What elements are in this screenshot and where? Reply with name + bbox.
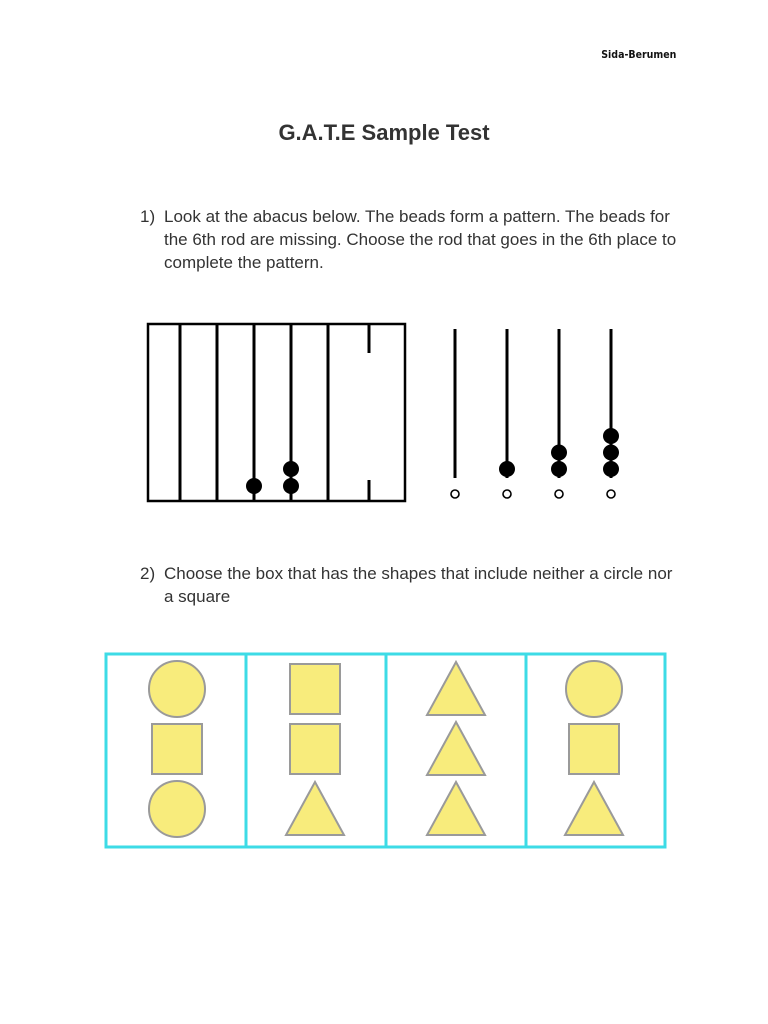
triangle-shape — [427, 722, 485, 775]
circle-shape — [149, 781, 205, 837]
abacus — [148, 324, 405, 501]
circle-shape — [566, 661, 622, 717]
answer-rod-1[interactable] — [451, 329, 459, 498]
answer-bead — [603, 461, 619, 477]
shape-box-4[interactable] — [565, 661, 623, 835]
circle-shape — [149, 661, 205, 717]
abacus-frame — [148, 324, 405, 501]
question-1-text: Look at the abacus below. The beads form a pattern. The beads for the 6th rod are missing. Choose the rod that goes in the 6th place to complete the pattern. — [164, 207, 677, 272]
square-shape — [152, 724, 202, 774]
answer-rod-4[interactable] — [603, 329, 619, 498]
answer-rod-2[interactable] — [499, 329, 515, 498]
square-shape — [569, 724, 619, 774]
shape-box-2[interactable] — [286, 664, 344, 835]
page-title: G.A.T.E Sample Test — [278, 120, 490, 145]
shape-boxes — [106, 654, 665, 847]
shape-box-1[interactable] — [149, 661, 205, 837]
square-shape — [290, 724, 340, 774]
answer-bead — [603, 428, 619, 444]
answer-rod-3[interactable] — [551, 329, 567, 498]
triangle-shape — [427, 662, 485, 715]
answer-rod-base-ring — [451, 490, 459, 498]
answer-rod-base-ring — [503, 490, 511, 498]
shape-box-3[interactable] — [427, 662, 485, 835]
answer-rods — [451, 329, 619, 498]
question-1-number: 1) — [140, 207, 156, 226]
abacus-bead — [246, 478, 262, 494]
answer-rod-base-ring — [555, 490, 563, 498]
answer-rod-base-ring — [607, 490, 615, 498]
question-2-number: 2) — [140, 564, 156, 583]
question-2-text: Choose the box that has the shapes that include neither a circle nor a square — [164, 564, 673, 606]
triangle-shape — [565, 782, 623, 835]
answer-bead — [551, 445, 567, 461]
answer-bead — [551, 461, 567, 477]
author-name: Sida-Berumen — [600, 48, 676, 61]
square-shape — [290, 664, 340, 714]
answer-bead — [499, 461, 515, 477]
abacus-bead — [283, 478, 299, 494]
triangle-shape — [286, 782, 344, 835]
abacus-bead — [283, 461, 299, 477]
answer-bead — [603, 445, 619, 461]
triangle-shape — [427, 782, 485, 835]
